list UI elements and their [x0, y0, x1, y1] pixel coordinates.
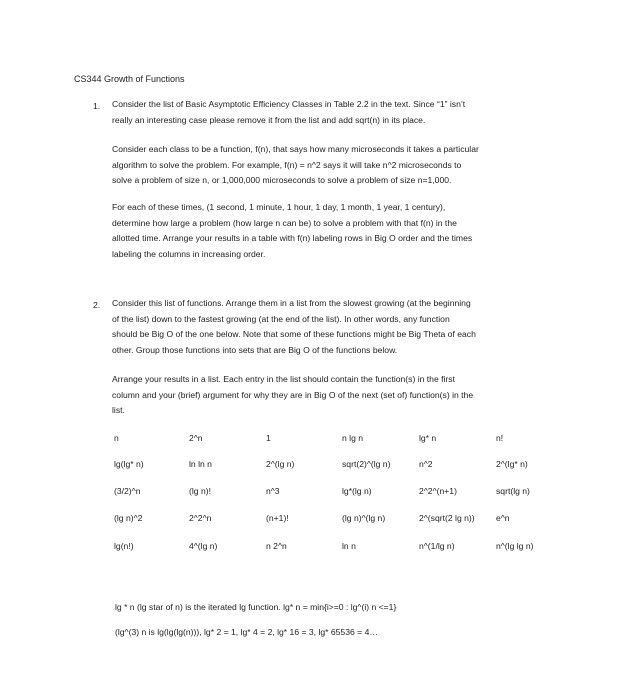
text-line: For each of these times, (1 second, 1 minute, 1 hour, 1 day, 1 month, 1 year, 1 century),	[112, 202, 446, 212]
function-cell: 2^2^n	[189, 513, 212, 523]
question-2-paragraph-2	[112, 372, 577, 419]
question-1-number: 1.	[93, 101, 101, 111]
function-cell: (lg n)^2	[114, 513, 143, 523]
function-cell: 2^n	[189, 433, 203, 443]
iterated-lg-definition: lg * n (lg star of n) is the iterated lg function. lg* n = min{i>=0 : lg^(i) n <=1}	[115, 602, 397, 612]
function-cell: e^n	[496, 513, 510, 523]
function-cell: sqrt(lg n)	[496, 486, 530, 496]
function-cell: n^(1/lg n)	[419, 541, 455, 551]
text-line: Consider this list of functions. Arrange them in a list from the slowest growing (at the beginning	[112, 298, 471, 308]
text-line: determine how large a problem (how large n can be) to solve a problem with that f(n) in the	[112, 217, 457, 228]
function-cell: (lg n)^(lg n)	[342, 513, 386, 523]
function-cell: lg*(lg n)	[342, 486, 372, 496]
text-line: solve a problem of size n, or 1,000,000 microseconds to solve a problem of size n=1,000.	[112, 175, 452, 185]
text-line: should be Big O of the one below. Note that some of these functions might be Big Theta of each	[112, 329, 476, 339]
function-cell: lg* n	[419, 433, 437, 443]
function-cell: n^(lg lg n)	[496, 541, 534, 551]
text-line: algorithm to solve the problem. For example, f(n) = n^2 says it will take n^2 microseconds to	[112, 159, 462, 170]
question-2-paragraph-1	[112, 296, 577, 358]
text-line: column and your (brief) argument for why they are in Big O of the next (set of) function(s) in the	[112, 389, 474, 400]
function-row	[0, 513, 632, 527]
question-2-number: 2.	[93, 300, 101, 310]
function-cell: 2^(lg n)	[266, 459, 295, 469]
function-cell: 1	[266, 433, 271, 443]
iterated-lg-examples: (lg^(3) n is lg(lg(lg(n))), lg* 2 = 1, lg* 4 = 2, lg* 16 = 3, lg* 65536 = 4…	[115, 627, 378, 637]
function-cell: n 2^n	[266, 541, 287, 551]
function-cell: (3/2)^n	[114, 486, 141, 496]
function-row	[0, 486, 632, 500]
function-cell: ln n	[342, 541, 356, 551]
question-1-paragraph-2	[112, 142, 577, 189]
function-cell: 2^(sqrt(2 lg n))	[419, 513, 475, 523]
function-cell: n^3	[266, 486, 280, 496]
function-cell: n	[114, 433, 119, 443]
function-cell: (lg n)!	[189, 486, 211, 496]
text-line: really an interesting case please remove it from the list and add sqrt(n) in its place.	[112, 114, 426, 125]
function-cell: 2^(lg* n)	[496, 459, 528, 469]
function-cell: 2^2^(n+1)	[419, 486, 457, 496]
text-line: allotted time. Arrange your results in a table with f(n) labeling rows in Big O order and the times	[112, 233, 473, 243]
function-cell: n^2	[419, 459, 433, 469]
text-line: Consider each class to be a function, f(n), that says how many microseconds it takes a particular	[112, 144, 479, 154]
text-line: list.	[112, 405, 125, 415]
question-1-paragraph-3	[112, 200, 577, 262]
function-cell: ln ln n	[189, 459, 212, 469]
function-row	[0, 541, 632, 555]
function-cell: n lg n	[342, 433, 364, 443]
page-title: CS344 Growth of Functions	[74, 74, 185, 84]
text-line: Arrange your results in a list. Each entry in the list should contain the function(s) in the first	[112, 374, 455, 384]
function-row	[0, 433, 632, 447]
text-line: of the list) down to the fastest growing (at the end of the list). In other words, any function	[112, 313, 450, 324]
function-cell: sqrt(2)^(lg n)	[342, 459, 391, 469]
question-1-paragraph-1	[112, 97, 577, 128]
text-line: labeling the columns in increasing order.	[112, 248, 266, 259]
text-line: Consider the list of Basic Asymptotic Efficiency Classes in Table 2.2 in the text. Since “1” isn’t	[112, 99, 466, 109]
function-cell: 4^(lg n)	[189, 541, 218, 551]
function-cell: lg(lg* n)	[114, 459, 144, 469]
function-row	[0, 459, 632, 473]
text-line: other. Group those functions into sets that are Big O of the functions below.	[112, 344, 398, 355]
function-cell: (n+1)!	[266, 513, 289, 523]
function-cell: n!	[496, 433, 504, 443]
function-cell: lg(n!)	[114, 541, 134, 551]
